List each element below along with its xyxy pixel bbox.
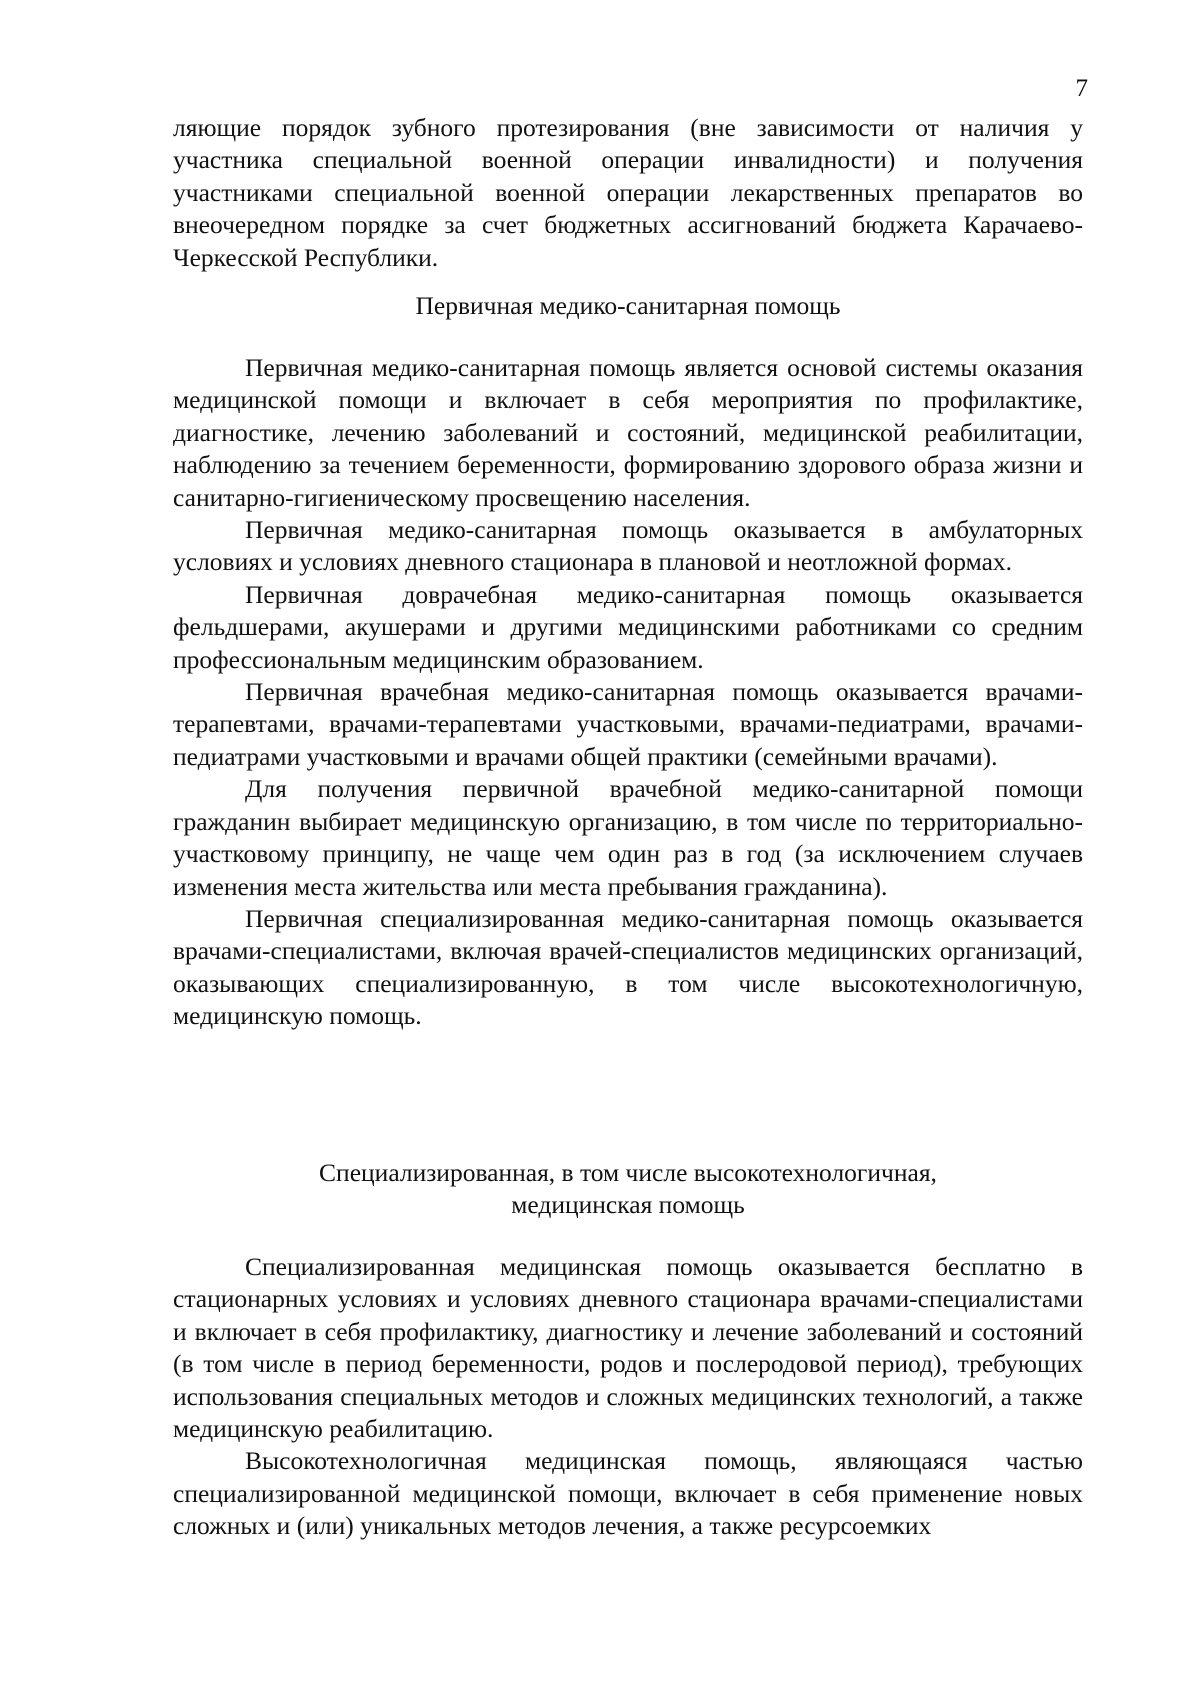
intro-block <box>173 112 1083 274</box>
heading-line: Специализированная, в том числе высокотехнологичная, <box>319 1158 937 1187</box>
section-heading-specialized-care <box>173 1157 1083 1222</box>
specialized-care-body <box>173 1251 1083 1543</box>
section-heading-primary-care: Первичная медико-санитарная помощь <box>415 291 841 320</box>
paragraph: Специализированная медицинская помощь оказывается бесплатно в стационарных условиях и условиях дневного стационара врачами-специалистами и включает в себя профилактику, диагностику и лечение заболеваний и состояний (в том числе в период беременности, родов и послеродовой период), требующих использования специальных методов и сложных медицинских технологий, а также медицинскую реабилитацию. <box>173 1252 1083 1444</box>
paragraph: Первичная специализированная медико-санитарная помощь оказывается врачами-специалистами, включая врачей-специалистов медицинских организаций, оказывающих специализированную, в том числе высокотехнологичную, медицинскую помощь. <box>173 903 1083 1031</box>
paragraph: Первичная доврачебная медико-санитарная помощь оказывается фельдшерами, акушерами и другими медицинскими работниками со средним профессиональным медицинским образованием. <box>173 579 1083 674</box>
paragraph: Высокотехнологичная медицинская помощь, являющаяся частью специализированной медицинской помощи, включает в себя применение новых сложных и (или) уникальных методов лечения, а также ресурсоемких <box>173 1446 1083 1541</box>
intro-paragraph: ляющие порядок зубного протезирования (вне зависимости от наличия у участника специальной военной операции инвалидности) и получения участниками специальной военной операции лекарственных препаратов во внеочередном порядке за счет бюджетных ассигнований бюджета Карачаево-Черкесской Республики. <box>173 113 1083 272</box>
page-number: 7 <box>1075 75 1088 102</box>
paragraph: Первичная врачебная медико-санитарная помощь оказывается врачами-терапевтами, врачами-терапевтами участковыми, врачами-педиатрами, врачами-педиатрами участковыми и врачами общей практики (семейными врачами). <box>173 677 1083 771</box>
heading-line: медицинская помощь <box>511 1190 745 1220</box>
primary-care-body <box>173 352 1083 1033</box>
paragraph: Первичная медико-санитарная помощь является основой системы оказания медицинской помощи и включает в себя мероприятия по профилактике, диагностике, лечению заболеваний и состояний, медицинской реабилитации, наблюдению за течением беременности, формированию здорового образа жизни и санитарно-гигиеническому просвещению населения. <box>173 353 1083 512</box>
paragraph: Первичная медико-санитарная помощь оказывается в амбулаторных условиях и условиях дневного стационара в плановой и неотложной формах. <box>173 515 1083 577</box>
paragraph: Для получения первичной врачебной медико-санитарной помощи гражданин выбирает медицинскую организацию, в том числе по территориально-участковому принципу, не чаще чем один раз в год (за исключением случаев изменения места жительства или места пребывания гражданина). <box>173 774 1083 901</box>
